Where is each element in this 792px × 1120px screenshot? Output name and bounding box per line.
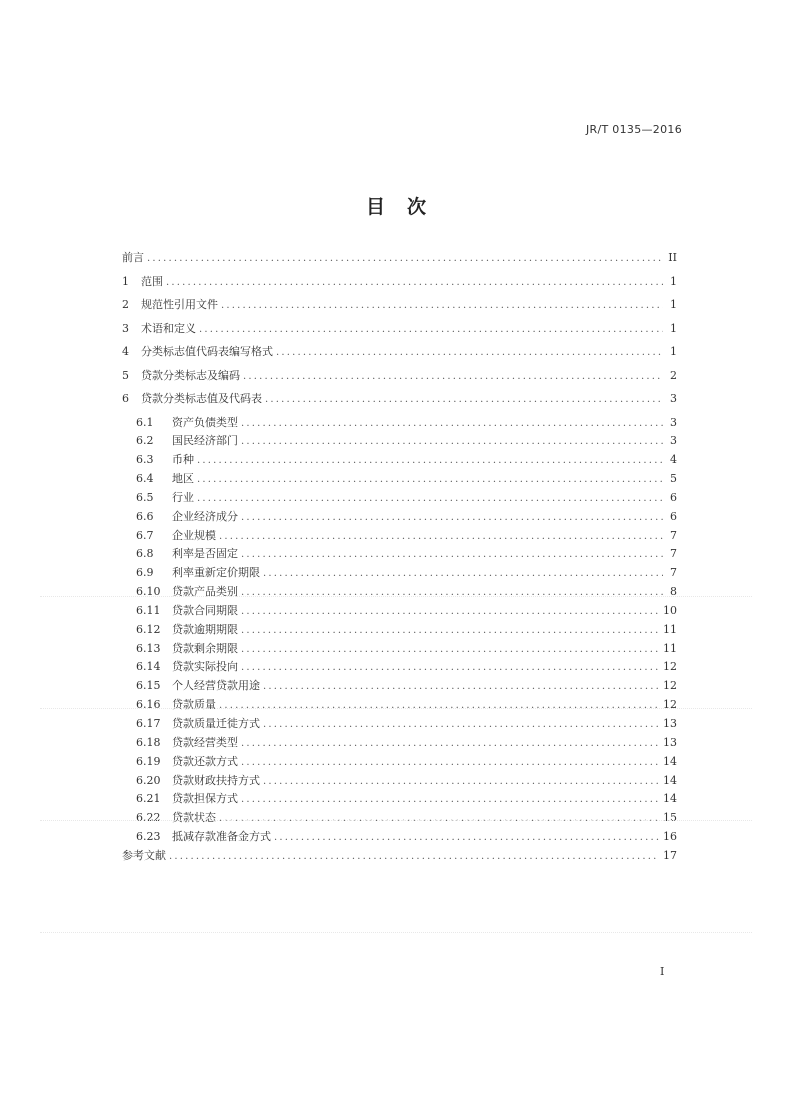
toc-dot-leader	[241, 418, 663, 430]
table-of-contents	[122, 252, 677, 873]
toc-entry-number: 6.7	[136, 528, 154, 542]
toc-entry[interactable]	[122, 850, 677, 874]
toc-dot-leader	[241, 549, 663, 561]
toc-entry-page: 3	[670, 434, 677, 448]
toc-entry[interactable]	[122, 812, 677, 831]
toc-entry-label: 企业经济成分	[172, 509, 238, 523]
toc-entry[interactable]	[122, 775, 677, 794]
toc-entry-label: 贷款还款方式	[172, 754, 238, 768]
toc-dot-leader	[219, 700, 659, 712]
toc-entry[interactable]	[122, 624, 677, 643]
toc-dot-leader	[241, 738, 659, 750]
toc-entry-label: 抵减存款准备金方式	[172, 830, 271, 844]
toc-entry-number: 6.4	[136, 472, 154, 486]
toc-entry[interactable]	[122, 605, 677, 624]
toc-entry-number: 6.9	[136, 566, 154, 580]
toc-dot-leader	[241, 662, 659, 674]
toc-entry-label: 分类标志值代码表编写格式	[141, 345, 273, 358]
toc-entry-label: 范围	[141, 274, 163, 288]
toc-entry-label: 术语和定义	[141, 321, 196, 335]
toc-entry-page: 4	[670, 453, 677, 467]
toc-entry-label: 地区	[172, 472, 194, 486]
toc-entry-label: 企业规模	[172, 528, 216, 542]
toc-entry-number: 6.21	[136, 792, 161, 806]
toc-dot-leader	[263, 719, 659, 731]
toc-entry-number: 5	[122, 368, 129, 382]
toc-entry-page: 3	[670, 415, 677, 429]
toc-entry-label: 规范性引用文件	[141, 298, 218, 311]
toc-entry-label: 资产负债类型	[172, 415, 238, 429]
toc-dot-leader	[241, 757, 659, 769]
toc-entry-label: 行业	[172, 490, 194, 504]
toc-entry[interactable]	[122, 417, 677, 436]
toc-dot-leader	[241, 512, 663, 524]
toc-dot-leader	[241, 794, 659, 806]
toc-entry-number: 6.19	[136, 754, 161, 768]
toc-dot-leader	[263, 776, 659, 788]
toc-entry-page: 7	[670, 566, 677, 580]
toc-entry-page: 12	[663, 679, 677, 693]
toc-entry-number: 6.13	[136, 641, 161, 655]
toc-dot-leader	[219, 531, 663, 543]
toc-entry-number: 6.12	[136, 622, 161, 636]
toc-entry[interactable]	[122, 492, 677, 511]
document-code: JR/T 0135—2016	[586, 123, 682, 136]
toc-entry[interactable]	[122, 370, 677, 394]
toc-entry[interactable]	[122, 567, 677, 586]
toc-entry-number: 6.3	[136, 453, 154, 467]
toc-entry[interactable]	[122, 323, 677, 347]
toc-entry-label: 贷款逾期期限	[172, 622, 238, 636]
toc-entry[interactable]	[122, 831, 677, 850]
toc-entry-page: 13	[663, 735, 677, 749]
faint-scan-line	[40, 596, 752, 597]
toc-entry-label: 贷款合同期限	[172, 603, 238, 617]
toc-entry-page: 16	[663, 830, 677, 844]
toc-entry-label: 贷款状态	[172, 811, 216, 825]
toc-entry-page: 1	[670, 345, 677, 358]
toc-dot-leader	[263, 568, 663, 580]
toc-dot-leader	[241, 644, 659, 656]
toc-entry-page: 14	[663, 773, 677, 787]
toc-entry-page: 12	[663, 660, 677, 674]
toc-entry[interactable]	[122, 680, 677, 699]
toc-dot-leader	[166, 277, 663, 289]
toc-dot-leader	[169, 851, 659, 863]
toc-entry-label: 贷款质量迁徙方式	[172, 717, 260, 730]
toc-entry-number: 6.16	[136, 698, 161, 712]
toc-entry-page: 1	[670, 274, 677, 288]
toc-entry-label: 贷款分类标志值及代码表	[141, 392, 262, 405]
toc-entry-number: 6.17	[136, 717, 161, 730]
toc-entry[interactable]	[122, 548, 677, 567]
toc-entry-page: 8	[670, 585, 677, 599]
toc-dot-leader	[241, 587, 663, 599]
toc-dot-leader	[276, 347, 663, 359]
toc-entry-page: 10	[663, 603, 677, 617]
toc-entry[interactable]	[122, 793, 677, 812]
toc-entry-label: 贷款分类标志及编码	[141, 368, 240, 382]
toc-title-char-2: 次	[407, 196, 427, 218]
toc-entry-page: 2	[670, 368, 677, 382]
toc-entry-label: 贷款产品类别	[172, 585, 238, 599]
toc-dot-leader	[241, 606, 659, 618]
toc-entry-number: 6.1	[136, 415, 154, 429]
toc-title-char-1: 目	[365, 196, 385, 218]
toc-entry[interactable]	[122, 435, 677, 454]
toc-entry-number: 4	[122, 345, 129, 358]
toc-entry-number: 6.22	[136, 811, 161, 825]
toc-dot-leader	[197, 493, 663, 505]
toc-entry[interactable]	[122, 511, 677, 530]
toc-entry-number: 3	[122, 321, 129, 335]
toc-entry-label: 利率是否固定	[172, 547, 238, 561]
toc-entry-label: 贷款担保方式	[172, 792, 238, 806]
toc-entry-label: 贷款剩余期限	[172, 641, 238, 655]
toc-entry-number: 6.11	[136, 603, 161, 617]
toc-entry-label: 币种	[172, 453, 194, 467]
faint-scan-line	[40, 820, 752, 821]
toc-dot-leader	[241, 436, 663, 448]
toc-dot-leader	[197, 455, 663, 467]
toc-entry-label: 贷款财政扶持方式	[172, 773, 260, 787]
faint-scan-line	[40, 708, 752, 709]
toc-entry-page: 7	[670, 528, 677, 542]
toc-entry[interactable]	[122, 643, 677, 662]
toc-entry-page: 15	[663, 811, 677, 825]
toc-entry-page: 14	[663, 754, 677, 768]
toc-entry[interactable]	[122, 346, 677, 370]
toc-entry[interactable]	[122, 756, 677, 775]
toc-entry-number: 6.5	[136, 490, 154, 504]
toc-entry-number: 6.23	[136, 830, 161, 844]
toc-entry-page: 5	[670, 472, 677, 486]
toc-entry-label: 前言	[122, 251, 144, 264]
toc-dot-leader	[243, 371, 663, 383]
toc-entry-page: 1	[670, 321, 677, 335]
toc-entry[interactable]	[122, 737, 677, 756]
toc-entry[interactable]	[122, 473, 677, 492]
toc-entry-number: 6.20	[136, 773, 161, 787]
toc-entry[interactable]	[122, 276, 677, 300]
toc-dot-leader	[274, 832, 659, 844]
faint-scan-line	[40, 932, 752, 933]
toc-entry[interactable]	[122, 718, 677, 737]
toc-entry-page: 17	[663, 848, 677, 862]
toc-entry-label: 贷款质量	[172, 698, 216, 712]
toc-entry-number: 6.10	[136, 585, 161, 599]
toc-entry-page: 3	[670, 392, 677, 405]
toc-title	[0, 192, 792, 219]
toc-entry-label: 国民经济部门	[172, 434, 238, 448]
toc-entry[interactable]	[122, 454, 677, 473]
toc-entry-page: 7	[670, 547, 677, 561]
toc-dot-leader	[265, 394, 663, 406]
toc-entry-page: II	[668, 251, 677, 264]
toc-entry-label: 贷款经营类型	[172, 735, 238, 749]
toc-entry-page: 6	[670, 490, 677, 504]
toc-dot-leader	[197, 474, 663, 486]
toc-dot-leader	[147, 253, 663, 265]
toc-entry-page: 11	[663, 641, 677, 655]
toc-entry[interactable]	[122, 252, 677, 276]
toc-dot-leader	[241, 625, 659, 637]
toc-entry-number: 6.15	[136, 679, 161, 693]
toc-entry-number: 6.14	[136, 660, 161, 674]
toc-entry-label: 利率重新定价期限	[172, 566, 260, 580]
toc-dot-leader	[199, 324, 663, 336]
toc-entry-number: 6.8	[136, 547, 154, 561]
toc-entry[interactable]	[122, 393, 677, 417]
toc-entry-page: 11	[663, 622, 677, 636]
toc-entry-label: 个人经营贷款用途	[172, 679, 260, 693]
toc-entry-number: 6.6	[136, 509, 154, 523]
toc-entry[interactable]	[122, 299, 677, 323]
toc-entry[interactable]	[122, 530, 677, 549]
toc-entry-label: 贷款实际投向	[172, 660, 238, 674]
toc-entry-number: 6	[122, 392, 129, 405]
toc-entry-page: 12	[663, 698, 677, 712]
toc-entry-page: 1	[670, 298, 677, 311]
toc-entry-page: 14	[663, 792, 677, 806]
toc-entry-number: 1	[122, 274, 129, 288]
toc-dot-leader	[263, 681, 659, 693]
toc-entry-label: 参考文献	[122, 848, 166, 862]
page-number: I	[660, 965, 665, 978]
toc-entry-page: 6	[670, 509, 677, 523]
toc-entry-number: 6.18	[136, 735, 161, 749]
toc-entry[interactable]	[122, 661, 677, 680]
toc-entry-number: 2	[122, 298, 129, 311]
toc-entry-number: 6.2	[136, 434, 154, 448]
toc-dot-leader	[221, 300, 663, 312]
toc-entry-page: 13	[663, 717, 677, 730]
